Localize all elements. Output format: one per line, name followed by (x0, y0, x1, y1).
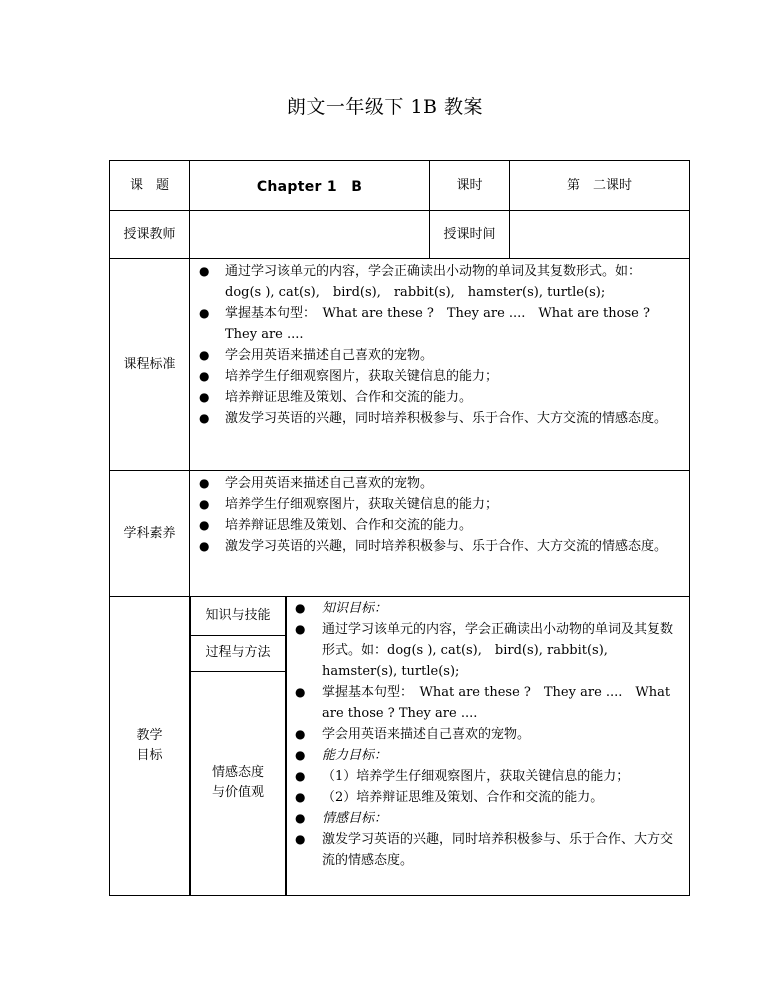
topic-label: 课 题 (110, 161, 190, 211)
literacy-label: 学科素养 (110, 471, 190, 597)
list-item: ● 激发学习英语的兴趣，同时培养积极参与、乐于合作、大方交流的情感态度。 (287, 829, 689, 871)
standard-list (190, 261, 675, 429)
sub-label-attitude-line1: 情感态度 (211, 765, 264, 781)
list-item: ● 培养辩证思维及策划、合作和交流的能力。 (190, 515, 675, 536)
time-value (510, 211, 690, 259)
list-item: ● 通过学习该单元的内容，学会正确读出小动物的单词及其复数形式。如：dog(s ), cat(s), bird(s), rabbit(s), hamster(s), turtle(s); (190, 261, 675, 303)
period-value: 第 二课时 (510, 161, 690, 211)
objectives-row (110, 597, 690, 896)
sub-label-table (190, 597, 286, 895)
period-label: 课时 (430, 161, 510, 211)
teacher-label: 授课教师 (110, 211, 190, 259)
list-item: ● 掌握基本句型： What are these ? They are .... What are those ? They are .... (287, 682, 689, 724)
list-item: ● 激发学习英语的兴趣，同时培养积极参与、乐于合作、大方交流的情感态度。 (190, 536, 675, 557)
teacher-value (190, 211, 430, 259)
document-title: 朗文一年级下 1B 教案 (286, 96, 484, 118)
standard-row (110, 259, 690, 471)
objectives-sub-labels (190, 597, 287, 896)
list-item: ● 激发学习英语的兴趣，同时培养积极参与、乐于合作、大方交流的情感态度。 (190, 408, 675, 429)
literacy-list (190, 473, 675, 557)
sub-label-knowledge: 知识与技能 (191, 597, 286, 635)
list-item: ● 培养学生仔细观察图片，获取关键信息的能力； (190, 494, 675, 515)
standard-label: 课程标准 (110, 259, 190, 471)
teacher-row (110, 211, 690, 259)
objectives-label-line1: 教学 (136, 728, 163, 743)
literacy-content (190, 471, 690, 597)
sub-label-attitude (191, 671, 286, 895)
list-item: ● （1）培养学生仔细观察图片，获取关键信息的能力； (287, 766, 689, 787)
list-item: ● 能力目标： (287, 745, 689, 766)
literacy-row (110, 471, 690, 597)
sub-label-process: 过程与方法 (191, 635, 286, 671)
list-item: ● 知识目标： (287, 598, 689, 619)
list-item: ● 情感目标： (287, 808, 689, 829)
topic-row (110, 161, 690, 211)
time-label: 授课时间 (430, 211, 510, 259)
objectives-label (110, 597, 190, 896)
list-item: ● 掌握基本句型： What are these ? They are .... What are those ? They are .... (190, 303, 675, 345)
sub-label-attitude-line2: 与价值观 (211, 785, 264, 801)
objectives-list (287, 598, 689, 871)
topic-value: Chapter 1 B (190, 161, 430, 211)
standard-content (190, 259, 690, 471)
list-item: ● 培养学生仔细观察图片，获取关键信息的能力； (190, 366, 675, 387)
lesson-plan-table (109, 160, 690, 896)
list-item: ● 学会用英语来描述自己喜欢的宠物。 (190, 473, 675, 494)
list-item: ● （2）培养辩证思维及策划、合作和交流的能力。 (287, 787, 689, 808)
list-item: ● 学会用英语来描述自己喜欢的宠物。 (190, 345, 675, 366)
objectives-label-line2: 目标 (136, 748, 163, 763)
list-item: ● 培养辩证思维及策划、合作和交流的能力。 (190, 387, 675, 408)
objectives-content (287, 597, 690, 896)
list-item: ● 学会用英语来描述自己喜欢的宠物。 (287, 724, 689, 745)
list-item: ● 通过学习该单元的内容，学会正确读出小动物的单词及其复数形式。如：dog(s ), cat(s), bird(s), rabbit(s), hamster(s), turtle(s); (287, 619, 689, 682)
